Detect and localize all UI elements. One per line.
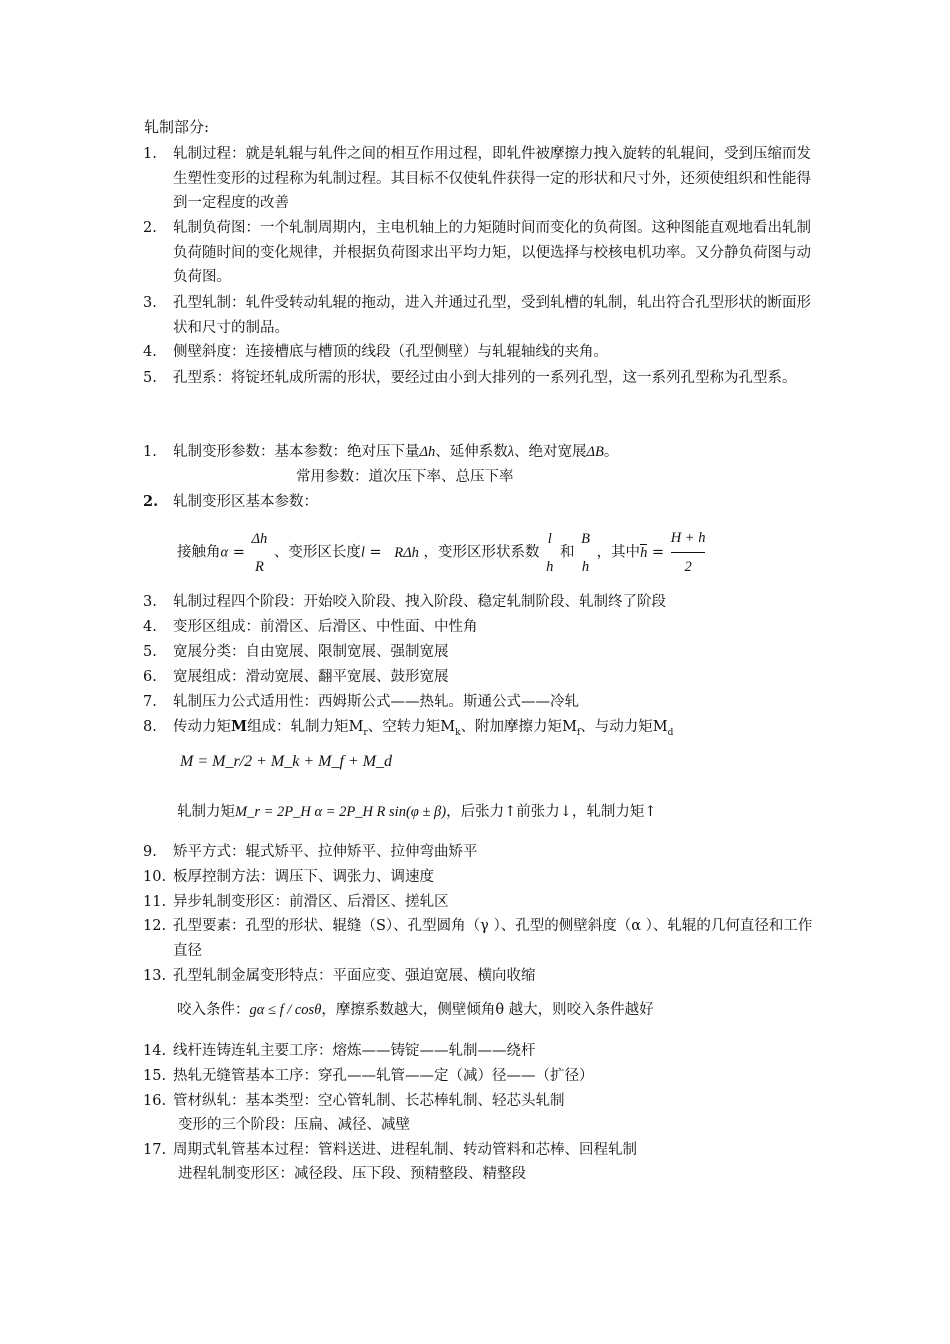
- formula-deformation-zone: 接触角α = Δh R 、变形区长度l = RΔh ，变形区形状系数 l h 和 B h ，其中h = $\frac{H + h}{2}$: [177, 524, 707, 581]
- formula-bite-condition: 咬入条件：gα ≤ f / cosθ，摩擦系数越大，侧壁倾角θ 越大，则咬入条件越好: [177, 1002, 654, 1018]
- section-heading: 轧制部分:: [144, 118, 210, 136]
- fact-item-1-sub: 常用参数：道次压下率、总压下率: [296, 469, 514, 485]
- formula-torque-sum: M = M_r/2 + M_k + M_f + M_d: [180, 753, 393, 770]
- fact-item-10: 10. 板厚控制方法：调压下、调张力、调速度: [143, 869, 434, 885]
- definition-item: 5. 孔型系：将锭坯轧成所需的形状，要经过由小到大排列的一系列孔型，这一系列孔型称为孔型系。: [143, 370, 797, 386]
- fact-item-13: 13. 孔型轧制金属变形特点：平面应变、强迫宽展、横向收缩: [143, 968, 536, 984]
- formula-rolling-torque: 轧制力矩M_r = 2P_H α = 2P_H R sin(φ ± β)，后张力↑前张力↓，轧制力矩↑: [177, 804, 657, 820]
- fact-item-3: 3. 轧制过程四个阶段：开始咬入阶段、拽入阶段、稳定轧制阶段、轧制终了阶段: [143, 594, 666, 610]
- fraction: $\frac{H + h}{2}$: [671, 524, 706, 581]
- fact-item-9: 9. 矫平方式：辊式矫平、拉伸矫平、拉伸弯曲矫平: [143, 844, 478, 860]
- definition-item: 2. 轧制负荷图：一个轧制周期内，主电机轴上的力矩随时间而变化的负荷图。这种图能直观地看出轧制负荷随时间的变化规律，并根据负荷图求出平均力矩，以便选择与校核电机功率。又分静负荷图与动负荷图。: [143, 220, 811, 285]
- fact-item-4: 4. 变形区组成：前滑区、后滑区、中性面、中性角: [143, 619, 478, 635]
- fact-item-16: 16. 管材纵轧：基本类型：空心管轧制、长芯棒轧制、轻芯头轧制: [143, 1093, 565, 1109]
- fact-item-7: 7. 轧制压力公式适用性：西姆斯公式——热轧。斯通公式——冷轧: [143, 694, 579, 710]
- fact-item-14: 14. 线杆连铸连轧主要工序：熔炼——铸锭——轧制——绕杆: [143, 1043, 536, 1059]
- fact-item-1: 1. 轧制变形参数：基本参数：绝对压下量Δh、延伸系数λ、绝对宽展ΔB。: [143, 444, 619, 460]
- fact-item-2: 2. 轧制变形区基本参数：: [143, 493, 318, 510]
- fraction: l h: [546, 530, 554, 575]
- fact-item-8: 8. 传动力矩M组成：轧制力矩$M_r$、空转力矩$M_k$、附加摩擦力矩$M_f$、与动力矩$M_d$: [143, 718, 674, 738]
- definition-item: 3. 孔型轧制：轧件受转动轧辊的拖动，进入并通过孔型，受到轧槽的轧制，轧出符合孔型形状的断面形状和尺寸的制品。: [143, 295, 811, 336]
- fact-item-17-sub: 进程轧制变形区：减径段、压下段、预精整段、精整段: [178, 1166, 526, 1182]
- fact-item-15: 15. 热轧无缝管基本工序：穿孔——轧管——定（减）径——（扩径）: [143, 1068, 594, 1084]
- definition-item: 1. 轧制过程：就是轧辊与轧件之间的相互作用过程，即轧件被摩擦力拽入旋转的轧辊间，受到压缩而发生塑性变形的过程称为轧制过程。其目标不仅使轧件获得一定的形状和尺寸外，还须使组织和性能得到一定程度的改善: [143, 146, 811, 211]
- fact-item-6: 6. 宽展组成：滑动宽展、翻平宽展、鼓形宽展: [143, 669, 449, 685]
- definition-item: 4. 侧壁斜度：连接槽底与槽顶的线段（孔型侧壁）与轧辊轴线的夹角。: [143, 344, 608, 360]
- fact-item-17: 17. 周期式轧管基本过程：管料送进、进程轧制、转动管料和芯棒、回程轧制: [143, 1142, 637, 1158]
- fact-item-16-sub: 变形的三个阶段：压扁、减径、减壁: [178, 1117, 410, 1133]
- fraction: Δh R: [251, 530, 268, 575]
- fact-item-11: 11. 异步轧制变形区：前滑区、后滑区、搓轧区: [143, 894, 449, 910]
- fraction: B h: [581, 530, 590, 575]
- fact-item-5: 5. 宽展分类：自由宽展、限制宽展、强制宽展: [143, 644, 449, 660]
- fact-item-12: 12. 孔型要素：孔型的形状、辊缝（S）、孔型圆角（γ ）、孔型的侧壁斜度（α ）、轧辊的几何直径和工作直径: [143, 918, 813, 959]
